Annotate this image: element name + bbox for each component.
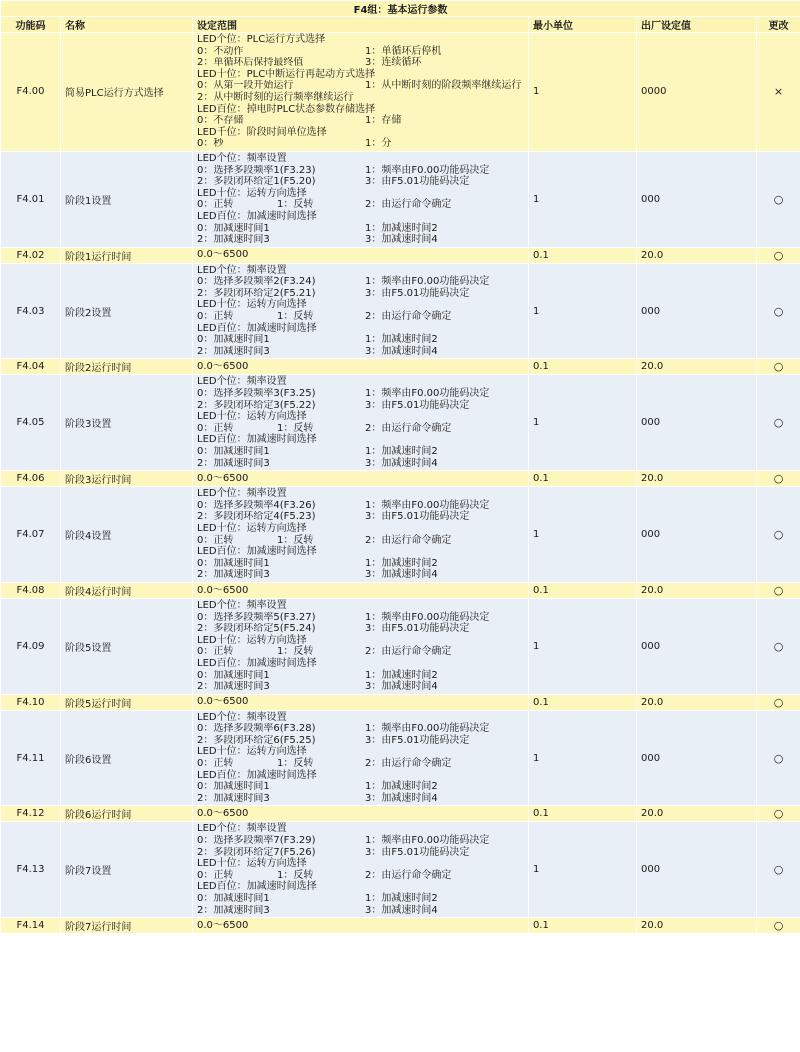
- range-option: 2：加减速时间3: [197, 234, 270, 246]
- range-line: [197, 446, 524, 458]
- table-row: [1, 487, 800, 583]
- range-line: LED百位：加减速时间选择: [197, 434, 317, 446]
- range-option: 1：从中断时刻的阶段频率继续运行: [365, 80, 522, 92]
- range-line: LED百位：加减速时间选择: [197, 210, 317, 222]
- range-option: 2：加减速时间3: [197, 904, 270, 916]
- range-option: 1：反转: [277, 199, 314, 211]
- range-option: 1：频率由F0.00功能码决定: [365, 388, 490, 400]
- range-option: 3：由F5.01功能码决定: [365, 399, 470, 411]
- row-unit: 1: [529, 375, 637, 471]
- range-option: 1：加减速时间2: [365, 222, 438, 234]
- range-option: 1：频率由F0.00功能码决定: [365, 611, 490, 623]
- range-option: 1：反转: [277, 534, 314, 546]
- range-line: [197, 80, 524, 92]
- row-code: F4.00: [1, 33, 61, 152]
- table-title: F4组：基本运行参数: [1, 1, 800, 17]
- range-option: 0：加减速时间1: [197, 557, 270, 569]
- row-change: ○: [757, 694, 800, 710]
- range-option: 3：加减速时间4: [365, 345, 438, 357]
- range-line: LED十位：运转方向选择: [197, 299, 307, 311]
- range-option: 2：加减速时间3: [197, 792, 270, 804]
- row-name: 阶段3运行时间: [61, 471, 193, 487]
- range-line: LED个位：频率设置: [197, 152, 287, 164]
- row-name: 简易PLC运行方式选择: [61, 33, 193, 152]
- range-option: 2：由运行命令确定: [365, 869, 452, 881]
- row-code: F4.08: [1, 582, 61, 598]
- row-default: 000: [637, 710, 757, 806]
- range-line: [197, 57, 524, 69]
- row-default: 000: [637, 487, 757, 583]
- table-row: [1, 33, 800, 152]
- range-line: [197, 735, 524, 747]
- range-line: LED十位：运转方向选择: [197, 634, 307, 646]
- range-option: 0：正转: [197, 311, 234, 323]
- row-range: [193, 487, 529, 583]
- row-change: ○: [757, 263, 800, 359]
- row-unit: 1: [529, 33, 637, 152]
- range-option: 1：频率由F0.00功能码决定: [365, 835, 490, 847]
- range-option: 2：由运行命令确定: [365, 311, 452, 323]
- range-option: 3：加减速时间4: [365, 234, 438, 246]
- table-row: [1, 598, 800, 694]
- range-option: 0：加减速时间1: [197, 669, 270, 681]
- row-code: F4.12: [1, 806, 61, 822]
- range-option: 2：多段闭环给定6(F5.25): [197, 734, 316, 746]
- header-default: 出厂设定值: [637, 17, 757, 33]
- range-option: 0：正转: [197, 646, 234, 658]
- range-option: 2：加减速时间3: [197, 681, 270, 693]
- range-line: [197, 870, 524, 882]
- row-unit: 1: [529, 710, 637, 806]
- range-option: 2：由运行命令确定: [365, 646, 452, 658]
- range-option: 3：加减速时间4: [365, 569, 438, 581]
- header-code: 功能码: [1, 17, 61, 33]
- range-line: [197, 781, 524, 793]
- range-option: 2：多段闭环给定4(F5.23): [197, 511, 316, 523]
- range-line: LED百位：掉电时PLC状态参数存储选择: [197, 103, 376, 115]
- range-option: 2：由运行命令确定: [365, 422, 452, 434]
- range-option: 2：由运行命令确定: [365, 758, 452, 770]
- row-default: 000: [637, 598, 757, 694]
- range-option: 2：多段闭环给定1(F5.20): [197, 176, 316, 188]
- range-line: [197, 500, 524, 512]
- range-option: 3：由F5.01功能码决定: [365, 623, 470, 635]
- row-change: ○: [757, 487, 800, 583]
- range-line: LED百位：加减速时间选择: [197, 769, 317, 781]
- row-default: 20.0: [637, 359, 757, 375]
- range-line: [197, 681, 524, 693]
- header-name: 名称: [61, 17, 193, 33]
- table-row: [1, 806, 800, 822]
- row-range: 0.0～6500: [193, 694, 529, 710]
- row-code: F4.06: [1, 471, 61, 487]
- range-line: LED十位：运转方向选择: [197, 858, 307, 870]
- range-option: 0：选择多段频率4(F3.26): [197, 499, 316, 511]
- range-line: LED个位：频率设置: [197, 376, 287, 388]
- range-line: [197, 646, 524, 658]
- range-line: LED个位：频率设置: [197, 599, 287, 611]
- row-range: 0.0～6500: [193, 582, 529, 598]
- row-name: 阶段7设置: [61, 822, 193, 918]
- range-option: 1：加减速时间2: [365, 893, 438, 904]
- range-line: [197, 388, 524, 400]
- range-line: LED个位：PLC运行方式选择: [197, 34, 326, 45]
- range-option: 0：正转: [197, 758, 234, 770]
- range-line: [197, 334, 524, 346]
- range-option: 3：由F5.01功能码决定: [365, 734, 470, 746]
- range-option: 0：加减速时间1: [197, 446, 270, 457]
- range-option: 0：选择多段频率2(F3.24): [197, 276, 316, 288]
- range-line: [197, 893, 524, 905]
- range-option: 2：由运行命令确定: [365, 199, 452, 211]
- range-option: 2：多段闭环给定2(F5.21): [197, 287, 316, 299]
- range-line: [197, 138, 524, 150]
- range-line: [197, 835, 524, 847]
- row-default: 20.0: [637, 247, 757, 263]
- range-line: LED个位：频率设置: [197, 488, 287, 500]
- range-line: 2：从中断时刻的运行频率继续运行: [197, 91, 354, 103]
- range-line: LED百位：加减速时间选择: [197, 322, 317, 334]
- range-line: [197, 511, 524, 523]
- range-line: [197, 288, 524, 300]
- range-line: [197, 423, 524, 435]
- row-change: ○: [757, 375, 800, 471]
- row-unit: 0.1: [529, 247, 637, 263]
- range-option: 0：不动作: [197, 45, 244, 57]
- row-name: 阶段1设置: [61, 151, 193, 247]
- row-change: ○: [757, 598, 800, 694]
- row-default: 20.0: [637, 582, 757, 598]
- range-line: LED十位：运转方向选择: [197, 187, 307, 199]
- range-option: 0：从第一段开始运行: [197, 80, 294, 92]
- range-line: LED个位：频率设置: [197, 711, 287, 723]
- range-option: 1：反转: [277, 311, 314, 323]
- range-line: [197, 400, 524, 412]
- row-code: F4.04: [1, 359, 61, 375]
- row-default: 000: [637, 822, 757, 918]
- range-option: 1：频率由F0.00功能码决定: [365, 276, 490, 288]
- row-change: ○: [757, 151, 800, 247]
- range-line: [197, 311, 524, 323]
- range-option: 2：多段闭环给定3(F5.22): [197, 399, 316, 411]
- row-range: 0.0～6500: [193, 471, 529, 487]
- row-code: F4.07: [1, 487, 61, 583]
- range-option: 2：单循环后保持最终值: [197, 57, 304, 69]
- range-option: 2：多段闭环给定7(F5.26): [197, 846, 316, 858]
- range-line: LED千位：阶段时间单位选择: [197, 126, 327, 138]
- row-code: F4.01: [1, 151, 61, 247]
- row-unit: 1: [529, 822, 637, 918]
- row-range: [193, 151, 529, 247]
- row-range: [193, 33, 529, 152]
- range-option: 2：加减速时间3: [197, 457, 270, 469]
- range-line: [197, 223, 524, 235]
- range-option: 0：正转: [197, 534, 234, 546]
- range-line: [197, 276, 524, 288]
- row-change: ○: [757, 918, 800, 934]
- range-option: 1：存储: [365, 115, 402, 127]
- range-option: 1：频率由F0.00功能码决定: [365, 499, 490, 511]
- row-code: F4.11: [1, 710, 61, 806]
- table-row: [1, 822, 800, 918]
- row-code: F4.09: [1, 598, 61, 694]
- range-option: 0：正转: [197, 869, 234, 881]
- range-line: [197, 165, 524, 177]
- row-default: 000: [637, 375, 757, 471]
- range-option: 1：加减速时间2: [365, 781, 438, 793]
- range-option: 1：加减速时间2: [365, 669, 438, 681]
- row-range: 0.0～6500: [193, 247, 529, 263]
- range-option: 1：加减速时间2: [365, 334, 438, 346]
- row-name: 阶段6设置: [61, 710, 193, 806]
- range-line: [197, 793, 524, 805]
- row-range: 0.0～6500: [193, 359, 529, 375]
- range-line: LED十位：运转方向选择: [197, 411, 307, 423]
- row-range: [193, 822, 529, 918]
- range-option: 0：选择多段频率5(F3.27): [197, 611, 316, 623]
- row-code: F4.10: [1, 694, 61, 710]
- row-name: 阶段1运行时间: [61, 247, 193, 263]
- table-row: [1, 694, 800, 710]
- range-option: 1：分: [365, 138, 392, 150]
- range-line: [197, 612, 524, 624]
- range-line: [197, 558, 524, 570]
- row-change: ○: [757, 806, 800, 822]
- row-name: 阶段5运行时间: [61, 694, 193, 710]
- row-unit: 0.1: [529, 694, 637, 710]
- row-unit: 1: [529, 263, 637, 359]
- row-change: ○: [757, 710, 800, 806]
- row-range: [193, 598, 529, 694]
- row-default: 000: [637, 263, 757, 359]
- range-line: [197, 569, 524, 581]
- table-body: [1, 33, 800, 934]
- range-option: 0：不存储: [197, 115, 244, 127]
- range-option: 0：选择多段频率3(F3.25): [197, 388, 316, 400]
- table-row: [1, 375, 800, 471]
- row-code: F4.14: [1, 918, 61, 934]
- range-option: 0：秒: [197, 138, 224, 150]
- row-unit: 0.1: [529, 806, 637, 822]
- row-change: ○: [757, 582, 800, 598]
- range-option: 0：加减速时间1: [197, 222, 270, 234]
- header-row: [1, 17, 800, 33]
- row-code: F4.02: [1, 247, 61, 263]
- range-option: 3：加减速时间4: [365, 904, 438, 916]
- row-default: 20.0: [637, 471, 757, 487]
- row-default: 20.0: [637, 694, 757, 710]
- table-row: [1, 151, 800, 247]
- range-option: 0：加减速时间1: [197, 893, 270, 904]
- range-line: [197, 346, 524, 358]
- header-change: 更改: [757, 17, 800, 33]
- range-option: 0：选择多段频率7(F3.29): [197, 835, 316, 847]
- row-name: 阶段4设置: [61, 487, 193, 583]
- range-option: 1：反转: [277, 646, 314, 658]
- row-name: 阶段3设置: [61, 375, 193, 471]
- range-option: 3：加减速时间4: [365, 792, 438, 804]
- range-option: 3：由F5.01功能码决定: [365, 287, 470, 299]
- range-option: 2：多段闭环给定5(F5.24): [197, 623, 316, 635]
- range-option: 0：正转: [197, 422, 234, 434]
- row-unit: 1: [529, 487, 637, 583]
- table-row: [1, 918, 800, 934]
- row-default: 000: [637, 151, 757, 247]
- range-line: [197, 847, 524, 859]
- row-change: ○: [757, 471, 800, 487]
- table-row: [1, 710, 800, 806]
- range-option: 1：加减速时间2: [365, 446, 438, 457]
- range-option: 1：加减速时间2: [365, 557, 438, 569]
- range-option: 0：加减速时间1: [197, 781, 270, 793]
- row-range: [193, 375, 529, 471]
- range-line: [197, 905, 524, 917]
- table-row: [1, 471, 800, 487]
- table-row: [1, 247, 800, 263]
- range-option: 1：反转: [277, 422, 314, 434]
- row-code: F4.05: [1, 375, 61, 471]
- range-option: 3：加减速时间4: [365, 681, 438, 693]
- range-line: [197, 623, 524, 635]
- range-line: [197, 535, 524, 547]
- range-line: LED十位：运转方向选择: [197, 522, 307, 534]
- range-option: 1：频率由F0.00功能码决定: [365, 723, 490, 735]
- row-range: [193, 710, 529, 806]
- range-option: 0：正转: [197, 199, 234, 211]
- range-option: 0：选择多段频率1(F3.23): [197, 164, 316, 176]
- range-option: 1：反转: [277, 758, 314, 770]
- table-row: [1, 359, 800, 375]
- range-line: [197, 758, 524, 770]
- row-name: 阶段4运行时间: [61, 582, 193, 598]
- range-option: 1：单循环后停机: [365, 45, 442, 57]
- row-range: 0.0～6500: [193, 918, 529, 934]
- row-name: 阶段6运行时间: [61, 806, 193, 822]
- row-range: [193, 263, 529, 359]
- table-row: [1, 263, 800, 359]
- range-line: [197, 723, 524, 735]
- row-default: 20.0: [637, 918, 757, 934]
- range-option: 2：加减速时间3: [197, 569, 270, 581]
- range-option: 0：加减速时间1: [197, 334, 270, 346]
- row-unit: 0.1: [529, 471, 637, 487]
- range-option: 3：由F5.01功能码决定: [365, 511, 470, 523]
- row-change: ○: [757, 359, 800, 375]
- range-line: [197, 115, 524, 127]
- range-option: 1：频率由F0.00功能码决定: [365, 164, 490, 176]
- row-change: ○: [757, 247, 800, 263]
- row-change: ○: [757, 822, 800, 918]
- row-default: 20.0: [637, 806, 757, 822]
- range-line: LED个位：频率设置: [197, 823, 287, 835]
- range-line: LED百位：加减速时间选择: [197, 881, 317, 893]
- range-line: LED十位：PLC中断运行再起动方式选择: [197, 68, 376, 80]
- row-unit: 0.1: [529, 582, 637, 598]
- range-option: 2：加减速时间3: [197, 345, 270, 357]
- range-line: [197, 46, 524, 58]
- range-line: LED百位：加减速时间选择: [197, 657, 317, 669]
- range-line: LED百位：加减速时间选择: [197, 546, 317, 558]
- range-line: [197, 176, 524, 188]
- range-line: [197, 199, 524, 211]
- range-option: 3：加减速时间4: [365, 457, 438, 469]
- range-option: 3：连续循环: [365, 57, 422, 69]
- row-name: 阶段5设置: [61, 598, 193, 694]
- range-option: 2：由运行命令确定: [365, 534, 452, 546]
- range-line: [197, 234, 524, 246]
- header-range: 设定范围: [193, 17, 529, 33]
- row-unit: 1: [529, 598, 637, 694]
- range-option: 1：反转: [277, 869, 314, 881]
- row-default: 0000: [637, 33, 757, 152]
- row-name: 阶段2运行时间: [61, 359, 193, 375]
- row-unit: 1: [529, 151, 637, 247]
- range-option: 0：选择多段频率6(F3.28): [197, 723, 316, 735]
- row-change: ×: [757, 33, 800, 152]
- range-option: 3：由F5.01功能码决定: [365, 176, 470, 188]
- range-line: LED十位：运转方向选择: [197, 746, 307, 758]
- range-line: LED个位：频率设置: [197, 264, 287, 276]
- range-option: 3：由F5.01功能码决定: [365, 846, 470, 858]
- row-name: 阶段7运行时间: [61, 918, 193, 934]
- row-code: F4.03: [1, 263, 61, 359]
- row-unit: 0.1: [529, 359, 637, 375]
- row-unit: 0.1: [529, 918, 637, 934]
- range-line: [197, 458, 524, 470]
- table-row: [1, 582, 800, 598]
- header-unit: 最小单位: [529, 17, 637, 33]
- row-code: F4.13: [1, 822, 61, 918]
- row-range: 0.0～6500: [193, 806, 529, 822]
- range-line: [197, 670, 524, 682]
- row-name: 阶段2设置: [61, 263, 193, 359]
